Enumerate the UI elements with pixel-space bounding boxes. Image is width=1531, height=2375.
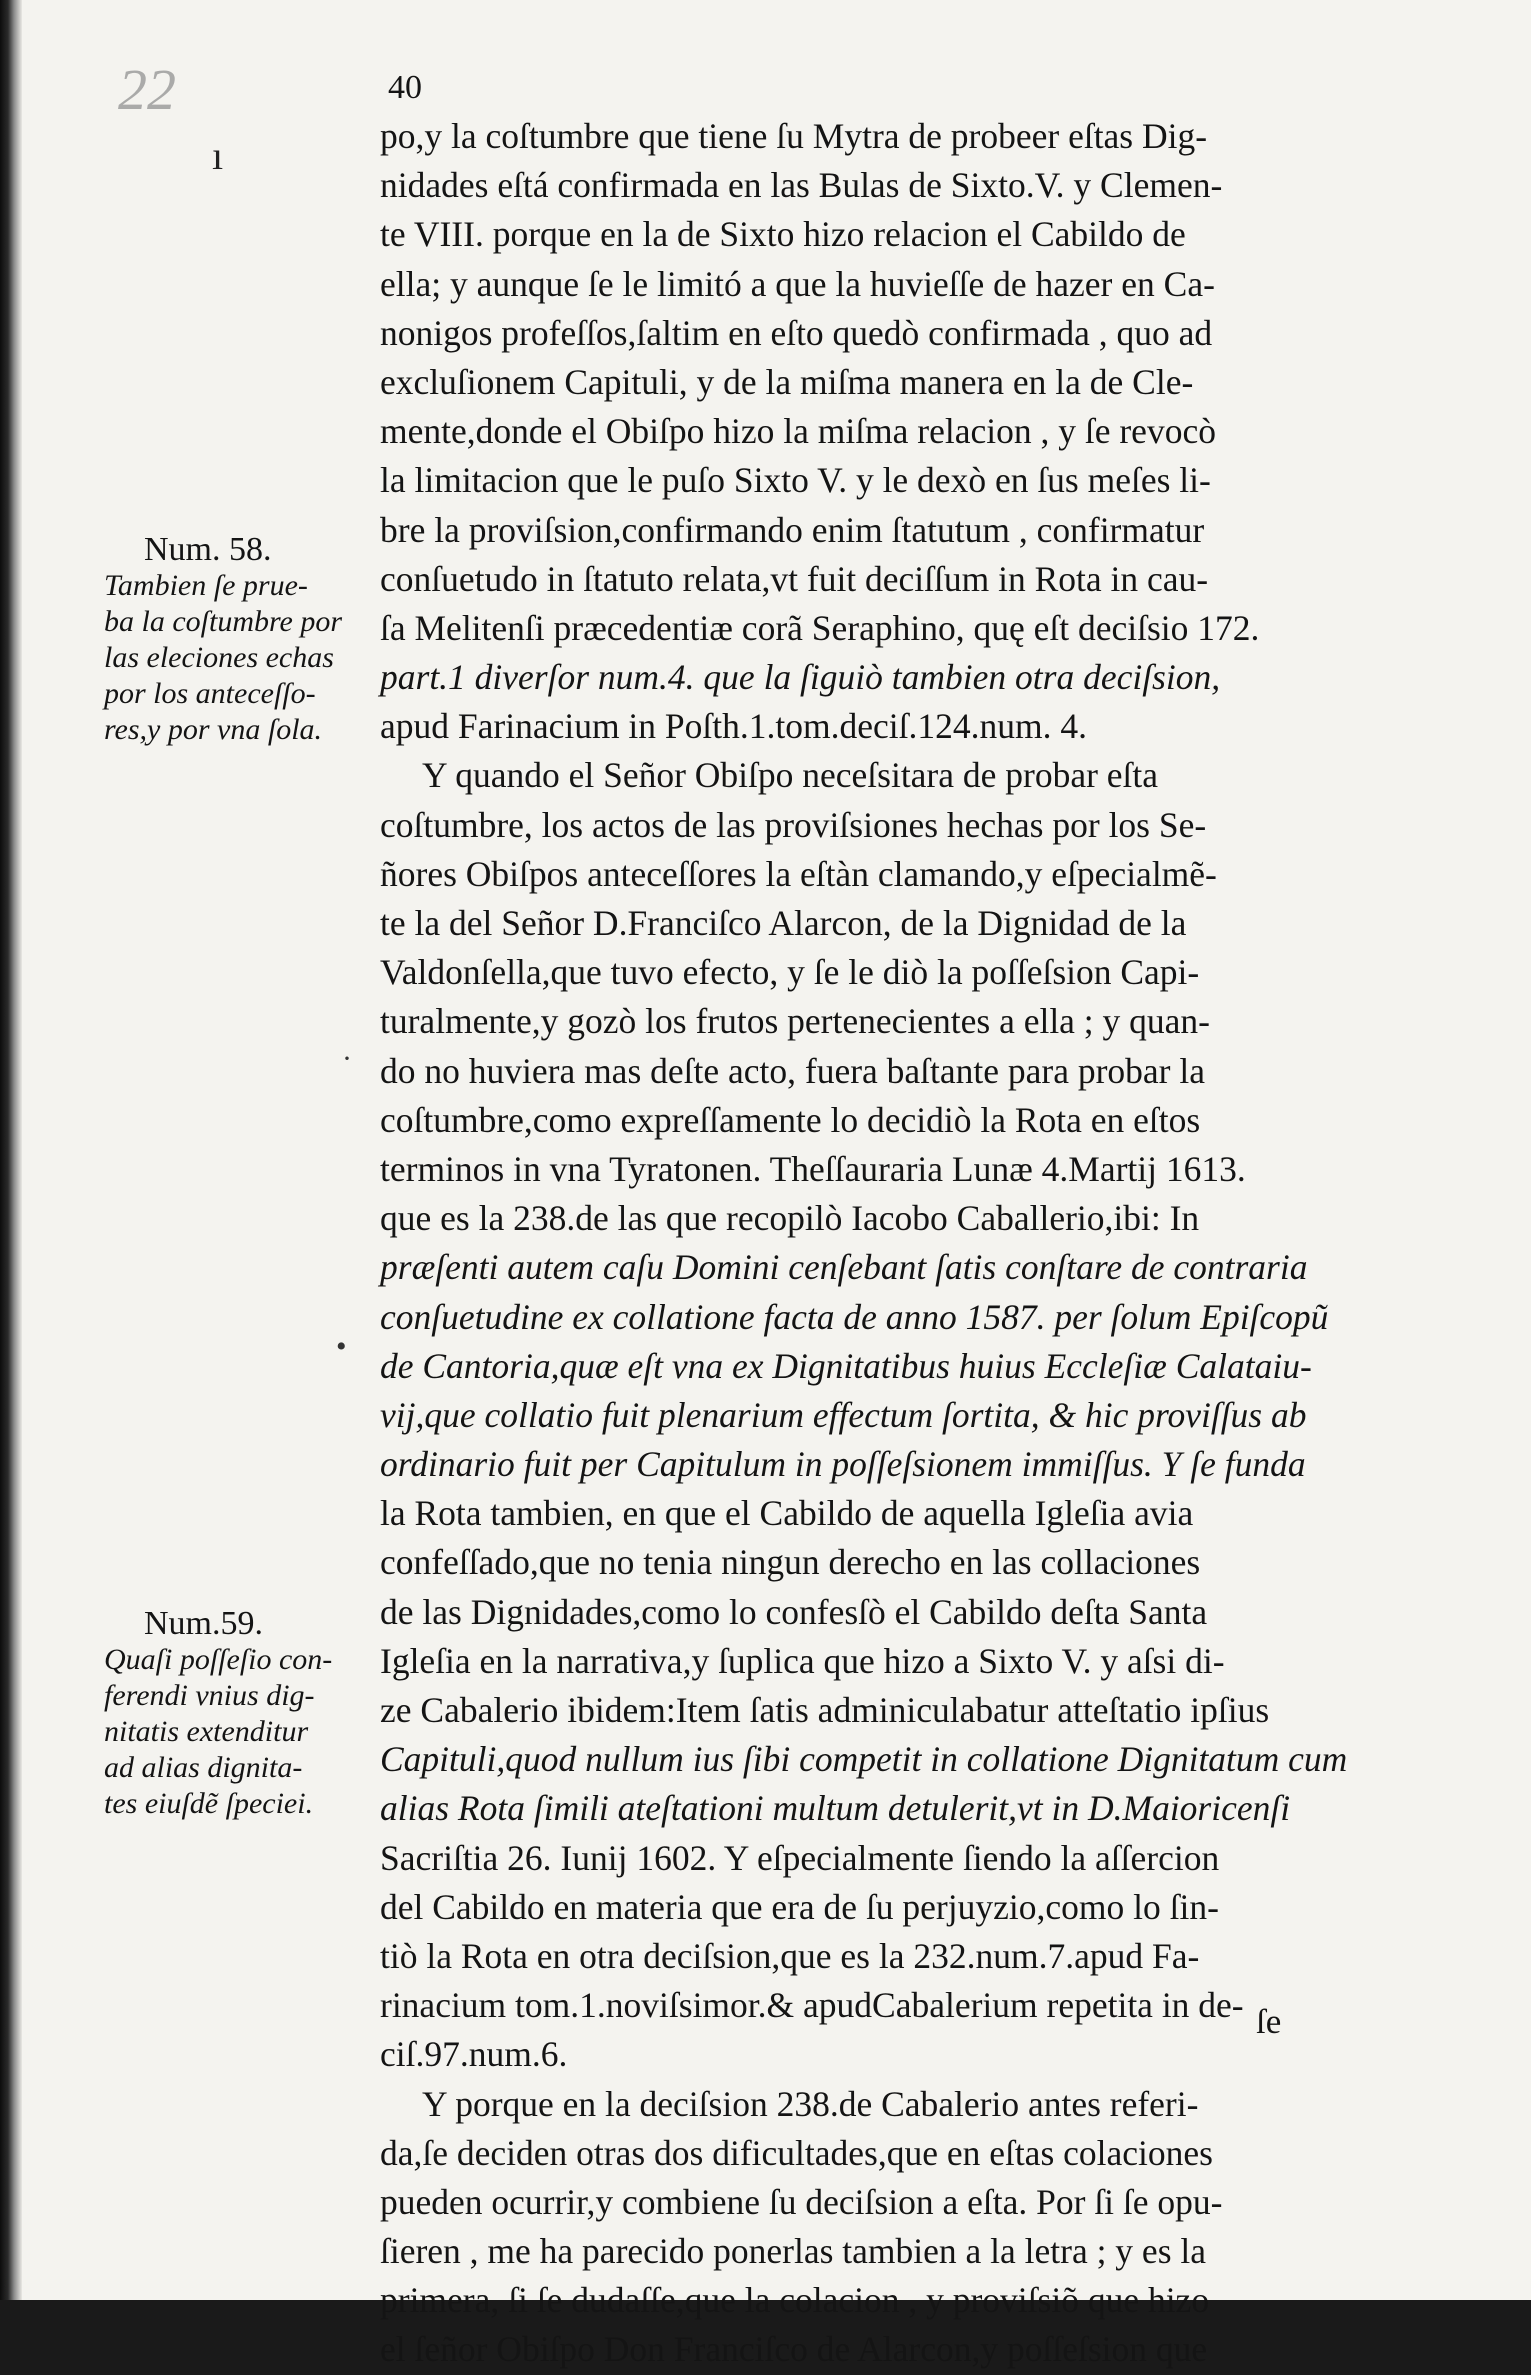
text-line: la Rota tambien, en que el Cabildo de aquella Igleſia avia — [380, 1493, 1194, 1534]
marginal-note-line: Tambien ſe prue- — [104, 569, 308, 602]
text-line: ſieren , me ha parecido ponerlas tambien a la letra ; y es la — [380, 2231, 1206, 2272]
main-text-block — [380, 112, 1348, 2375]
text-line: po,y la coſtumbre que tiene ſu Mytra de probeer eſtas Dig- — [380, 116, 1208, 156]
text-line: ſa Melitenſi præcedentiæ corã Seraphino, quę eſt deciſsio 172. — [380, 607, 1260, 648]
text-line: Y porque en la deciſsion 238.de Cabalerio antes referi- — [422, 2083, 1199, 2124]
text-line: ella; y aunque ſe le limitó a que la huvieſſe de hazer en Ca- — [380, 263, 1215, 304]
text-line: del Cabildo en materia que era de ſu perjuyzio,como lo ſin- — [380, 1886, 1219, 1927]
text-line: excluſionem Capituli, y de la miſma manera en la de Cle- — [380, 361, 1194, 402]
text-line: Y quando el Señor Obiſpo neceſsitara de probar eſta — [422, 755, 1159, 796]
margin-dot-mark: · — [342, 1042, 352, 1075]
text-line: Capituli,quod nullum ius ſibi competit in collatione Dignitatum cum — [380, 1739, 1348, 1780]
marginal-note-59 — [104, 1606, 354, 1822]
marginal-note-label: Num. 58. — [144, 531, 272, 568]
text-line: ze Cabalerio ibidem:Item ſatis adminiculabatur atteſtatio ipſius — [380, 1690, 1270, 1730]
page-number: 40 — [388, 69, 422, 106]
text-line: la limitacion que le puſo Sixto V. y le dexò en ſus meſes li- — [380, 460, 1211, 501]
text-line: præſenti autem caſu Domini cenſebant ſatis conſtare de contraria — [380, 1247, 1308, 1288]
text-line: nidades eſtá confirmada en las Bulas de Sixto.V. y Clemen- — [380, 165, 1223, 206]
text-line: apud Farinacium in Poſth.1.tom.deciſ.124.num. 4. — [380, 706, 1087, 747]
text-line: el ſeñor Obiſpo Don Franciſco de Alarcon,y poſſeſsion que — [380, 2329, 1208, 2370]
margin-dot-mark: • — [336, 1330, 347, 1363]
text-line: rinacium tom.1.noviſsimor.& apudCabalerium repetita in de- — [380, 1985, 1244, 2026]
marginal-note-line: ad alias dignita- — [104, 1751, 303, 1784]
marginal-note-line: por los anteceſſo- — [104, 677, 316, 710]
marginal-note-line: ferendi vnius dig- — [104, 1679, 315, 1712]
text-line: que es la 238.de las que recopilò Iacobo Caballerio,ibi: In — [380, 1198, 1200, 1239]
marginal-note-label: Num.59. — [144, 1605, 263, 1642]
marginal-note-58 — [104, 532, 354, 748]
text-line: de las Dignidades,como lo confesſò el Cabildo deſta Santa — [380, 1591, 1208, 1632]
text-line: primera, ſi ſe dudaſſe,que la colacion , y proviſsiõ que hizo — [380, 2280, 1210, 2321]
text-line: Valdonſella,que tuvo efecto, y ſe le diò la poſſeſsion Capi- — [380, 952, 1200, 993]
text-line: coſtumbre,como expreſſamente lo decidiò la Rota en eſtos — [380, 1099, 1201, 1140]
text-line: bre la proviſsion,confirmando enim ſtatutum , confirmatur — [380, 509, 1205, 550]
catchword: ſe — [1256, 2002, 1282, 2041]
text-line: ordinario fuit per Capitulum in poſſeſsionem immiſſus. Y ſe funda — [380, 1444, 1306, 1485]
text-line: pueden ocurrir,y combiene ſu deciſsion a eſta. Por ſi ſe opu- — [380, 2181, 1223, 2222]
text-line: terminos in vna Tyratonen. Theſſauraria Lunæ 4.Martij 1613. — [380, 1148, 1246, 1189]
text-line: turalmente,y gozò los frutos pertenecientes a ella ; y quan- — [380, 1001, 1211, 1042]
bleed-through-area — [40, 90, 360, 250]
text-line: part.1 diverſor num.4. que la ſiguiò tambien otra deciſsion, — [380, 657, 1221, 698]
text-line: ciſ.97.num.6. — [380, 2034, 568, 2075]
marginal-note-line: tes eiuſdẽ ſpeciei. — [104, 1787, 314, 1820]
marginal-note-line: nitatis extenditur — [104, 1715, 309, 1748]
manuscript-number: 22 — [118, 57, 176, 122]
text-line: nonigos profeſſos,ſaltim en eſto quedò confirmada , quo ad — [380, 312, 1213, 353]
ink-mark: ı — [212, 133, 224, 178]
text-line: conſuetudine ex collatione facta de anno 1587. per ſolum Epiſcopũ — [380, 1296, 1329, 1337]
text-line: Sacriſtia 26. Iunij 1602. Y eſpecialmente ſiendo la aſſercion — [380, 1837, 1220, 1878]
text-line: ñores Obiſpos anteceſſores la eſtàn clamando,y eſpecialmẽ- — [380, 853, 1217, 894]
text-line: conſuetudo in ſtatuto relata,vt fuit deciſſum in Rota in cau- — [380, 558, 1209, 599]
text-line: vij,que collatio fuit plenarium effectum ſortita, & hic proviſſus ab — [380, 1394, 1307, 1435]
binding-shadow — [0, 0, 22, 2300]
marginal-note-line: ba la coſtumbre por — [104, 605, 343, 638]
text-line: de Cantoria,quæ eſt vna ex Dignitatibus huius Eccleſiæ Calataiu- — [380, 1345, 1312, 1386]
text-line: do no huviera mas deſte acto, fuera baſtante para probar la — [380, 1050, 1205, 1091]
text-line: Igleſia en la narrativa,y ſuplica que hizo a Sixto V. y aſsi di- — [380, 1640, 1225, 1681]
marginal-note-line: las eleciones echas — [104, 641, 334, 674]
marginal-note-line: Quaſi poſſeſio con- — [104, 1643, 333, 1676]
text-line: te VIII. porque en la de Sixto hizo relacion el Cabildo de — [380, 214, 1186, 255]
text-line: alias Rota ſimili ateſtationi multum detulerit,vt in D.Maioricenſi — [380, 1788, 1291, 1829]
text-line: da,ſe deciden otras dos dificultades,que en eſtas colaciones — [380, 2132, 1213, 2173]
text-line: coſtumbre, los actos de las proviſsiones hechas por los Se- — [380, 804, 1207, 845]
text-line: confeſſado,que no tenia ningun derecho en las collaciones — [380, 1542, 1201, 1583]
marginal-note-line: res,y por vna ſola. — [104, 713, 323, 746]
text-line: te la del Señor D.Franciſco Alarcon, de la Dignidad de la — [380, 903, 1187, 943]
text-line: mente,donde el Obiſpo hizo la miſma relacion , y ſe revocò — [380, 411, 1216, 452]
text-line: tiò la Rota en otra deciſsion,que es la 232.num.7.apud Fa- — [380, 1935, 1200, 1976]
